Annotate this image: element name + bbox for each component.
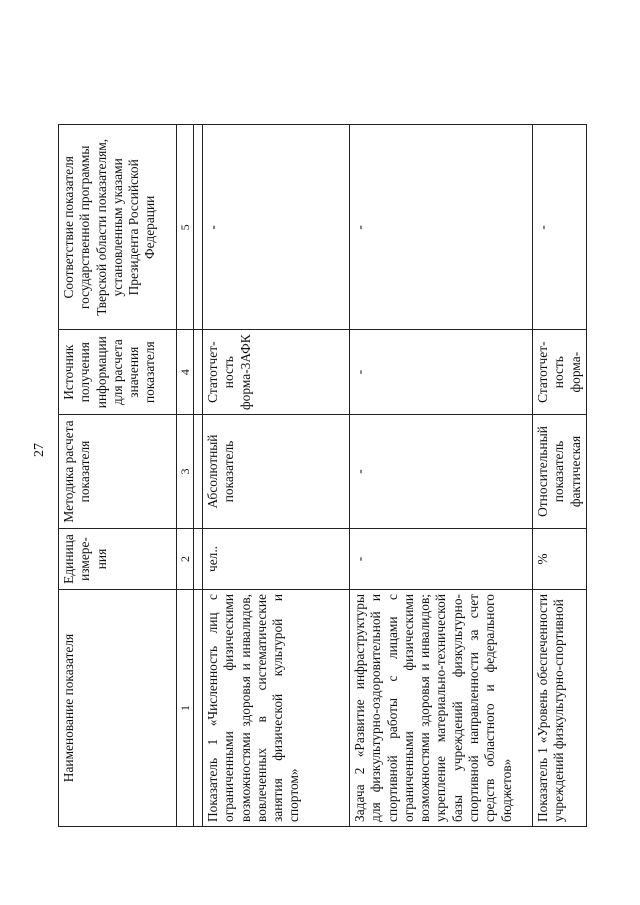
source-cell: Статотчет-ность форма- [533, 330, 587, 415]
unit-cell: - [350, 529, 533, 590]
column-number-row [177, 125, 194, 827]
indicator-table [58, 124, 587, 827]
column-number: 1 [177, 590, 194, 827]
column-number: 3 [177, 415, 194, 529]
column-number: 4 [177, 330, 194, 415]
header-method: Методика расчета показателя [59, 415, 177, 529]
table-row [533, 125, 587, 827]
indicator-name-cell: Показатель 1 «Численность лиц с ограниченными физическими возможностями здоровья и инвалидов, вовлеченных в систематические занятия физической культурой и спортом» [203, 590, 350, 827]
source-cell: - [350, 330, 533, 415]
header-source: Источник получения информации для расчета значения показателя [59, 330, 177, 415]
header-compliance: Соответствие показателя государственной программы Тверской области показателям, установленным указами Президента Российской Федерации [59, 125, 177, 330]
indicator-name-cell: Показатель 1 «Уровень обеспеченности учреждений физкультурно-спортивной [533, 590, 587, 827]
column-number: 5 [177, 125, 194, 330]
compliance-cell: - [533, 125, 587, 330]
spacer-row [194, 125, 203, 827]
compliance-cell: - [350, 125, 533, 330]
compliance-cell: - [203, 125, 350, 330]
header-unit: Единица измере-ния [59, 529, 177, 590]
table-row [350, 125, 533, 827]
method-cell: Абсолютный показатель [203, 415, 350, 529]
column-number: 2 [177, 529, 194, 590]
table-header-row [59, 125, 177, 827]
page-number: 27 [32, 443, 47, 457]
task-name-cell: Задача 2 «Развитие инфраструктуры для физкультурно-оздоровительной и спортивной работы с лицами с ограниченными физическими возможностями здоровья и инвалидов; укрепление материально-технической базы учреждений физкультурно-спортивной направленности за счет средств областного и федерального бюджетов» [350, 590, 533, 827]
header-indicator-name: Наименование показателя [59, 590, 177, 827]
method-cell: Относительный показатель фактическая [533, 415, 587, 529]
unit-cell: чел.. [203, 529, 350, 590]
table-row [203, 125, 350, 827]
source-cell: Статотчет-ность форма-3АФК [203, 330, 350, 415]
unit-cell: % [533, 529, 587, 590]
method-cell: - [350, 415, 533, 529]
